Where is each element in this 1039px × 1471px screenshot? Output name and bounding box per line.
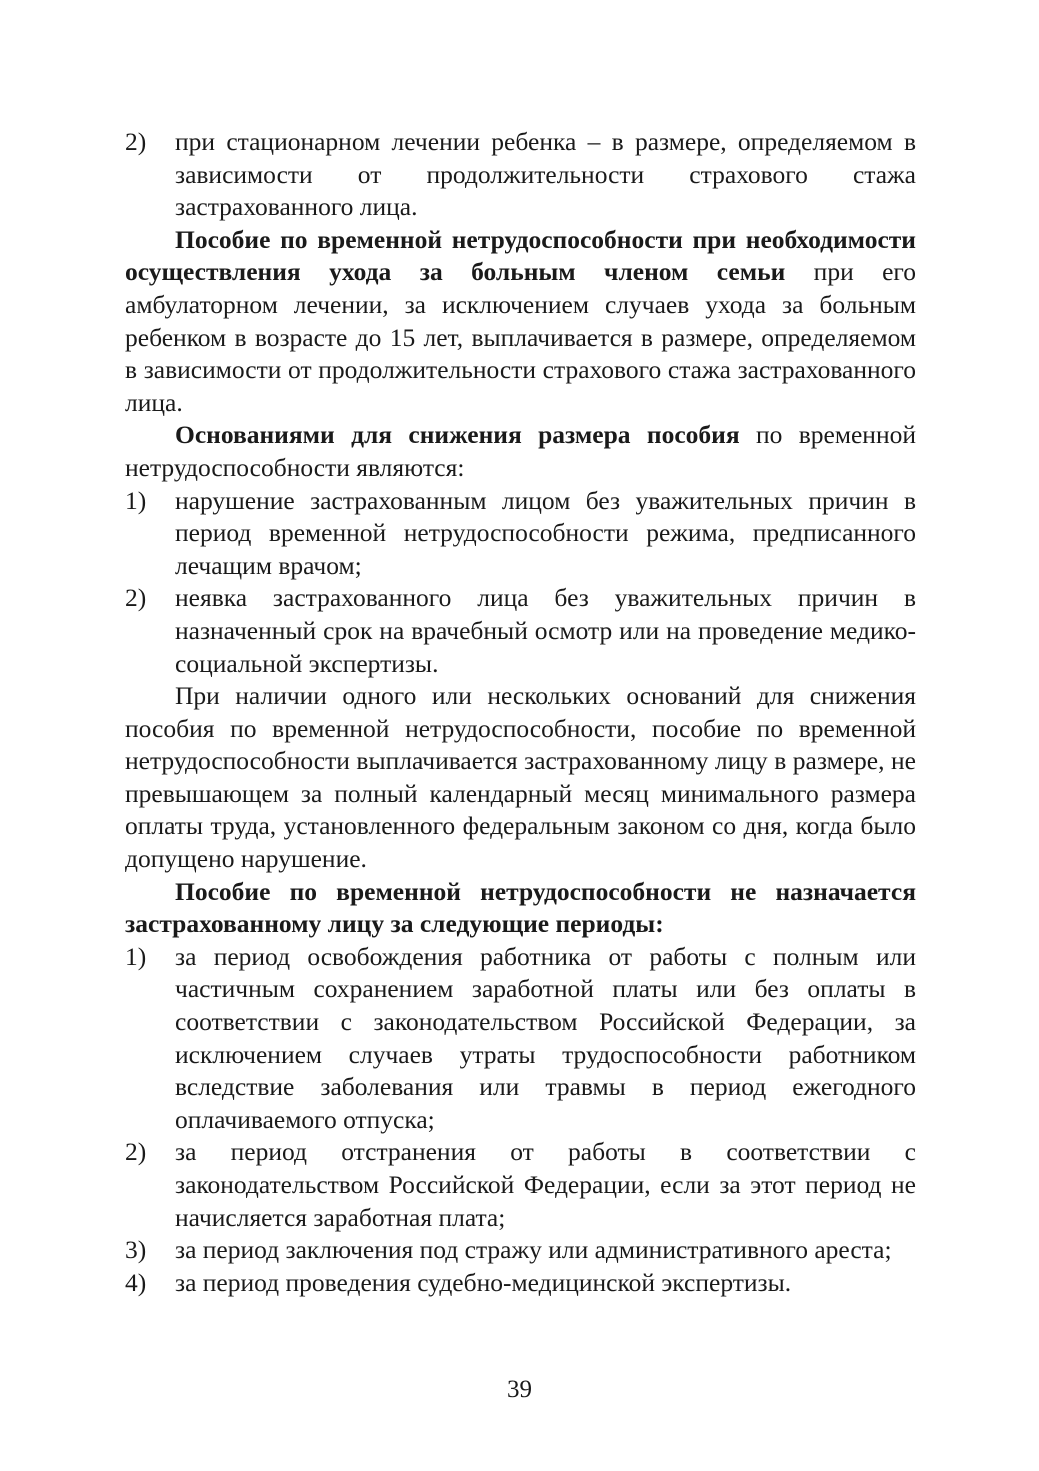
paragraph-lead: Основаниями для снижения размера пособия — [175, 420, 740, 450]
list-item-text: неявка застрахованного лица без уважительных причин в назначенный срок на врачебный осмотр или на проведение медико-социальной экспертизы. — [175, 583, 916, 678]
list-item-text: нарушение застрахованным лицом без уважительных причин в период временной нетрудоспособности режима, предписанного лечащим врачом; — [175, 485, 916, 580]
list-item-number: 4) — [125, 1267, 147, 1297]
list-item — [125, 941, 916, 1137]
list-item-number: 1) — [125, 941, 147, 971]
list-item — [125, 582, 916, 680]
list-item-number: 1) — [125, 485, 147, 515]
list-item-text: за период освобождения работника от работы с полным или частичным сохранением заработной платы или без оплаты в соответствии с законодательством Российской Федерации, за исключением случаев утраты трудоспособности работником вследствие заболевания или травмы в период ежегодного оплачиваемого отпуска; — [175, 941, 916, 1134]
paragraph-lead: Пособие по временной нетрудоспособности при необходимости осуществления ухода за больным членом семьи — [125, 224, 916, 287]
page-number: 39 — [507, 1376, 532, 1403]
list-item — [125, 1267, 916, 1300]
list-item-number: 2) — [125, 1137, 147, 1167]
list-item-text: при стационарном лечении ребенка – в размере, определяемом в зависимости от продолжительности страхового стажа застрахованного лица. — [175, 127, 916, 222]
list-item — [125, 126, 916, 224]
list-item — [125, 1136, 916, 1234]
list-item — [125, 1234, 916, 1267]
paragraph-text: по временной нетрудоспособности являются: — [125, 420, 916, 482]
list-item-text: за период заключения под стражу или административного ареста; — [175, 1235, 892, 1265]
list-item-number: 3) — [125, 1235, 147, 1265]
paragraph-reduced-payment: При наличии одного или нескольких оснований для снижения пособия по временной нетрудоспособности, пособие по временной нетрудоспособности выплачивается застрахованному лицу в размере, не превышающем за полный календарный месяц минимального размера оплаты труда, установленного федеральным законом со дня, когда было допущено нарушение. — [125, 681, 916, 874]
list-item-number: 2) — [125, 583, 147, 613]
page-content — [125, 126, 916, 1299]
paragraph-lead: Пособие по временной нетрудоспособности не назначается застрахованному лицу за следующие периоды: — [125, 876, 916, 939]
paragraph-reduction-grounds — [125, 419, 916, 484]
list-item-text: за период отстранения от работы в соответствии с законодательством Российской Федерации, если за этот период не начисляется заработная плата; — [175, 1137, 916, 1232]
paragraph-not-assigned — [125, 876, 916, 941]
list-item — [125, 485, 916, 583]
paragraph-care-allowance — [125, 224, 916, 420]
paragraph-text: при его амбулаторном лечении, за исключением случаев ухода за больным ребенком в возрасте до 15 лет, выплачивается в размере, определяемом в зависимости от продолжительности страхового стажа застрахованного лица. — [125, 257, 916, 417]
list-item-number: 2) — [125, 127, 147, 156]
list-item-text: за период проведения судебно-медицинской экспертизы. — [175, 1267, 792, 1297]
